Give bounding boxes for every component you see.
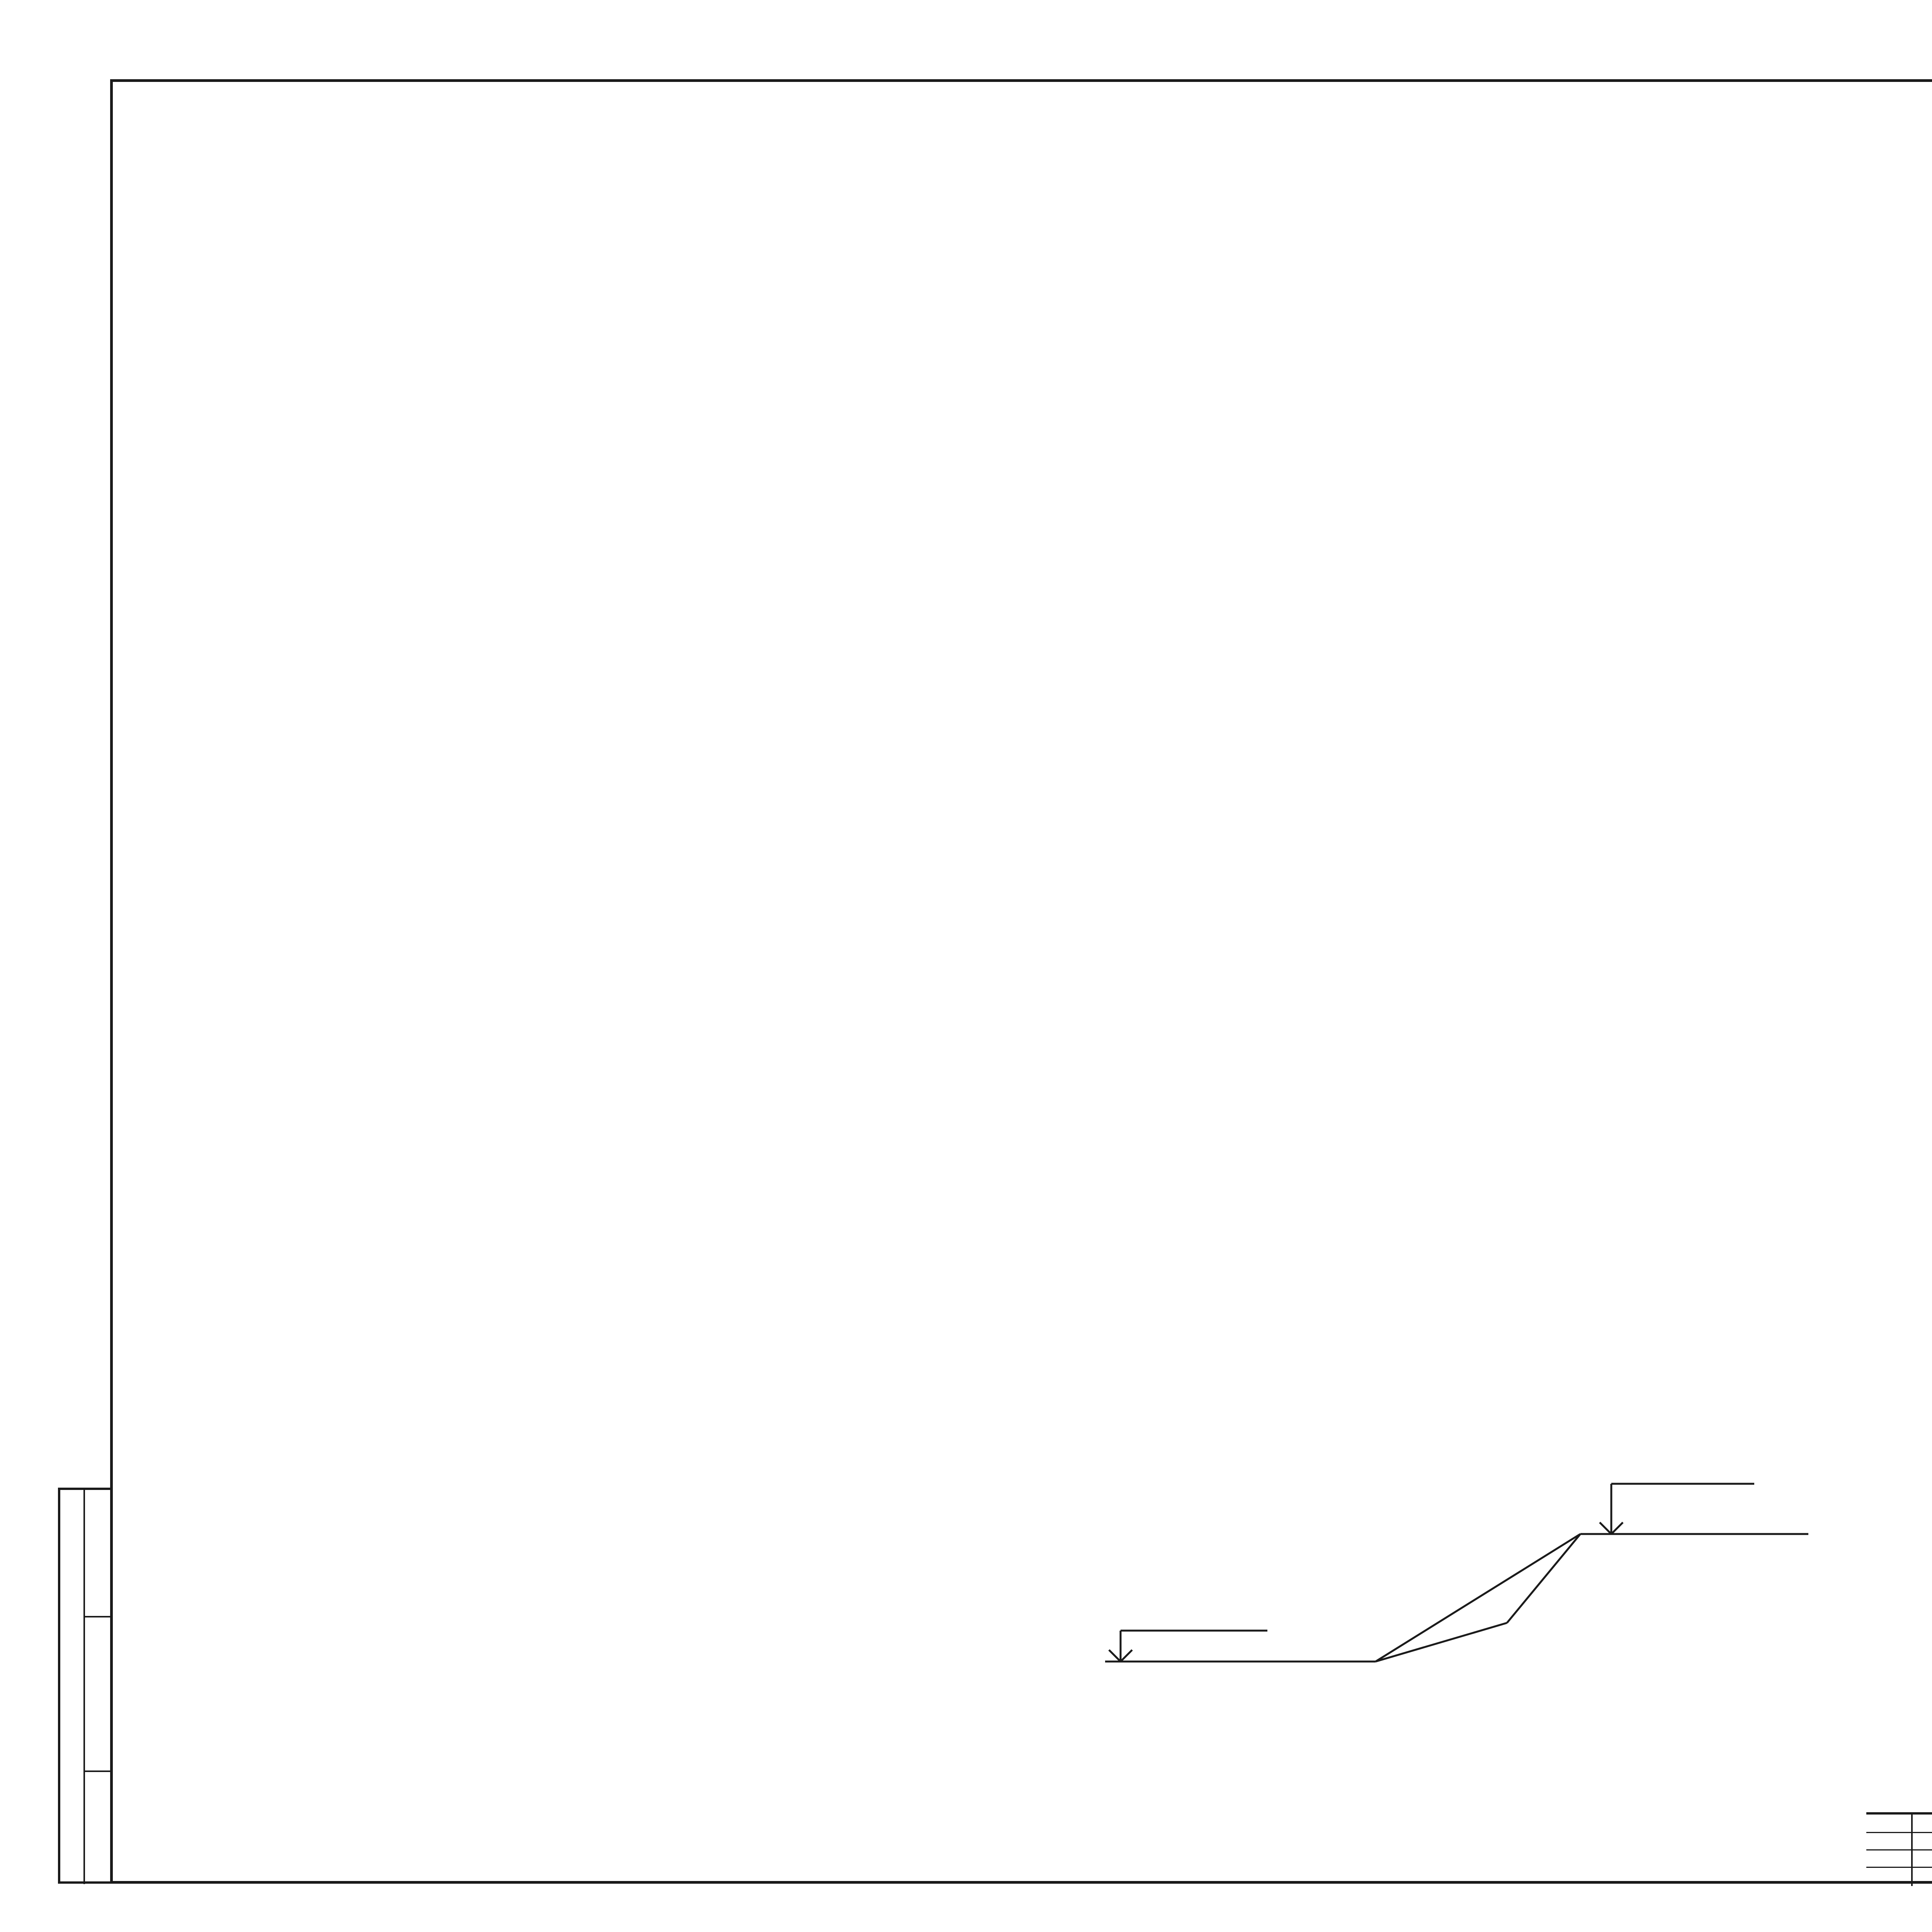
side-stamp-strip [58,1488,110,1884]
title-block [1866,1812,1932,1884]
slope-sketch [1097,1461,1832,1677]
